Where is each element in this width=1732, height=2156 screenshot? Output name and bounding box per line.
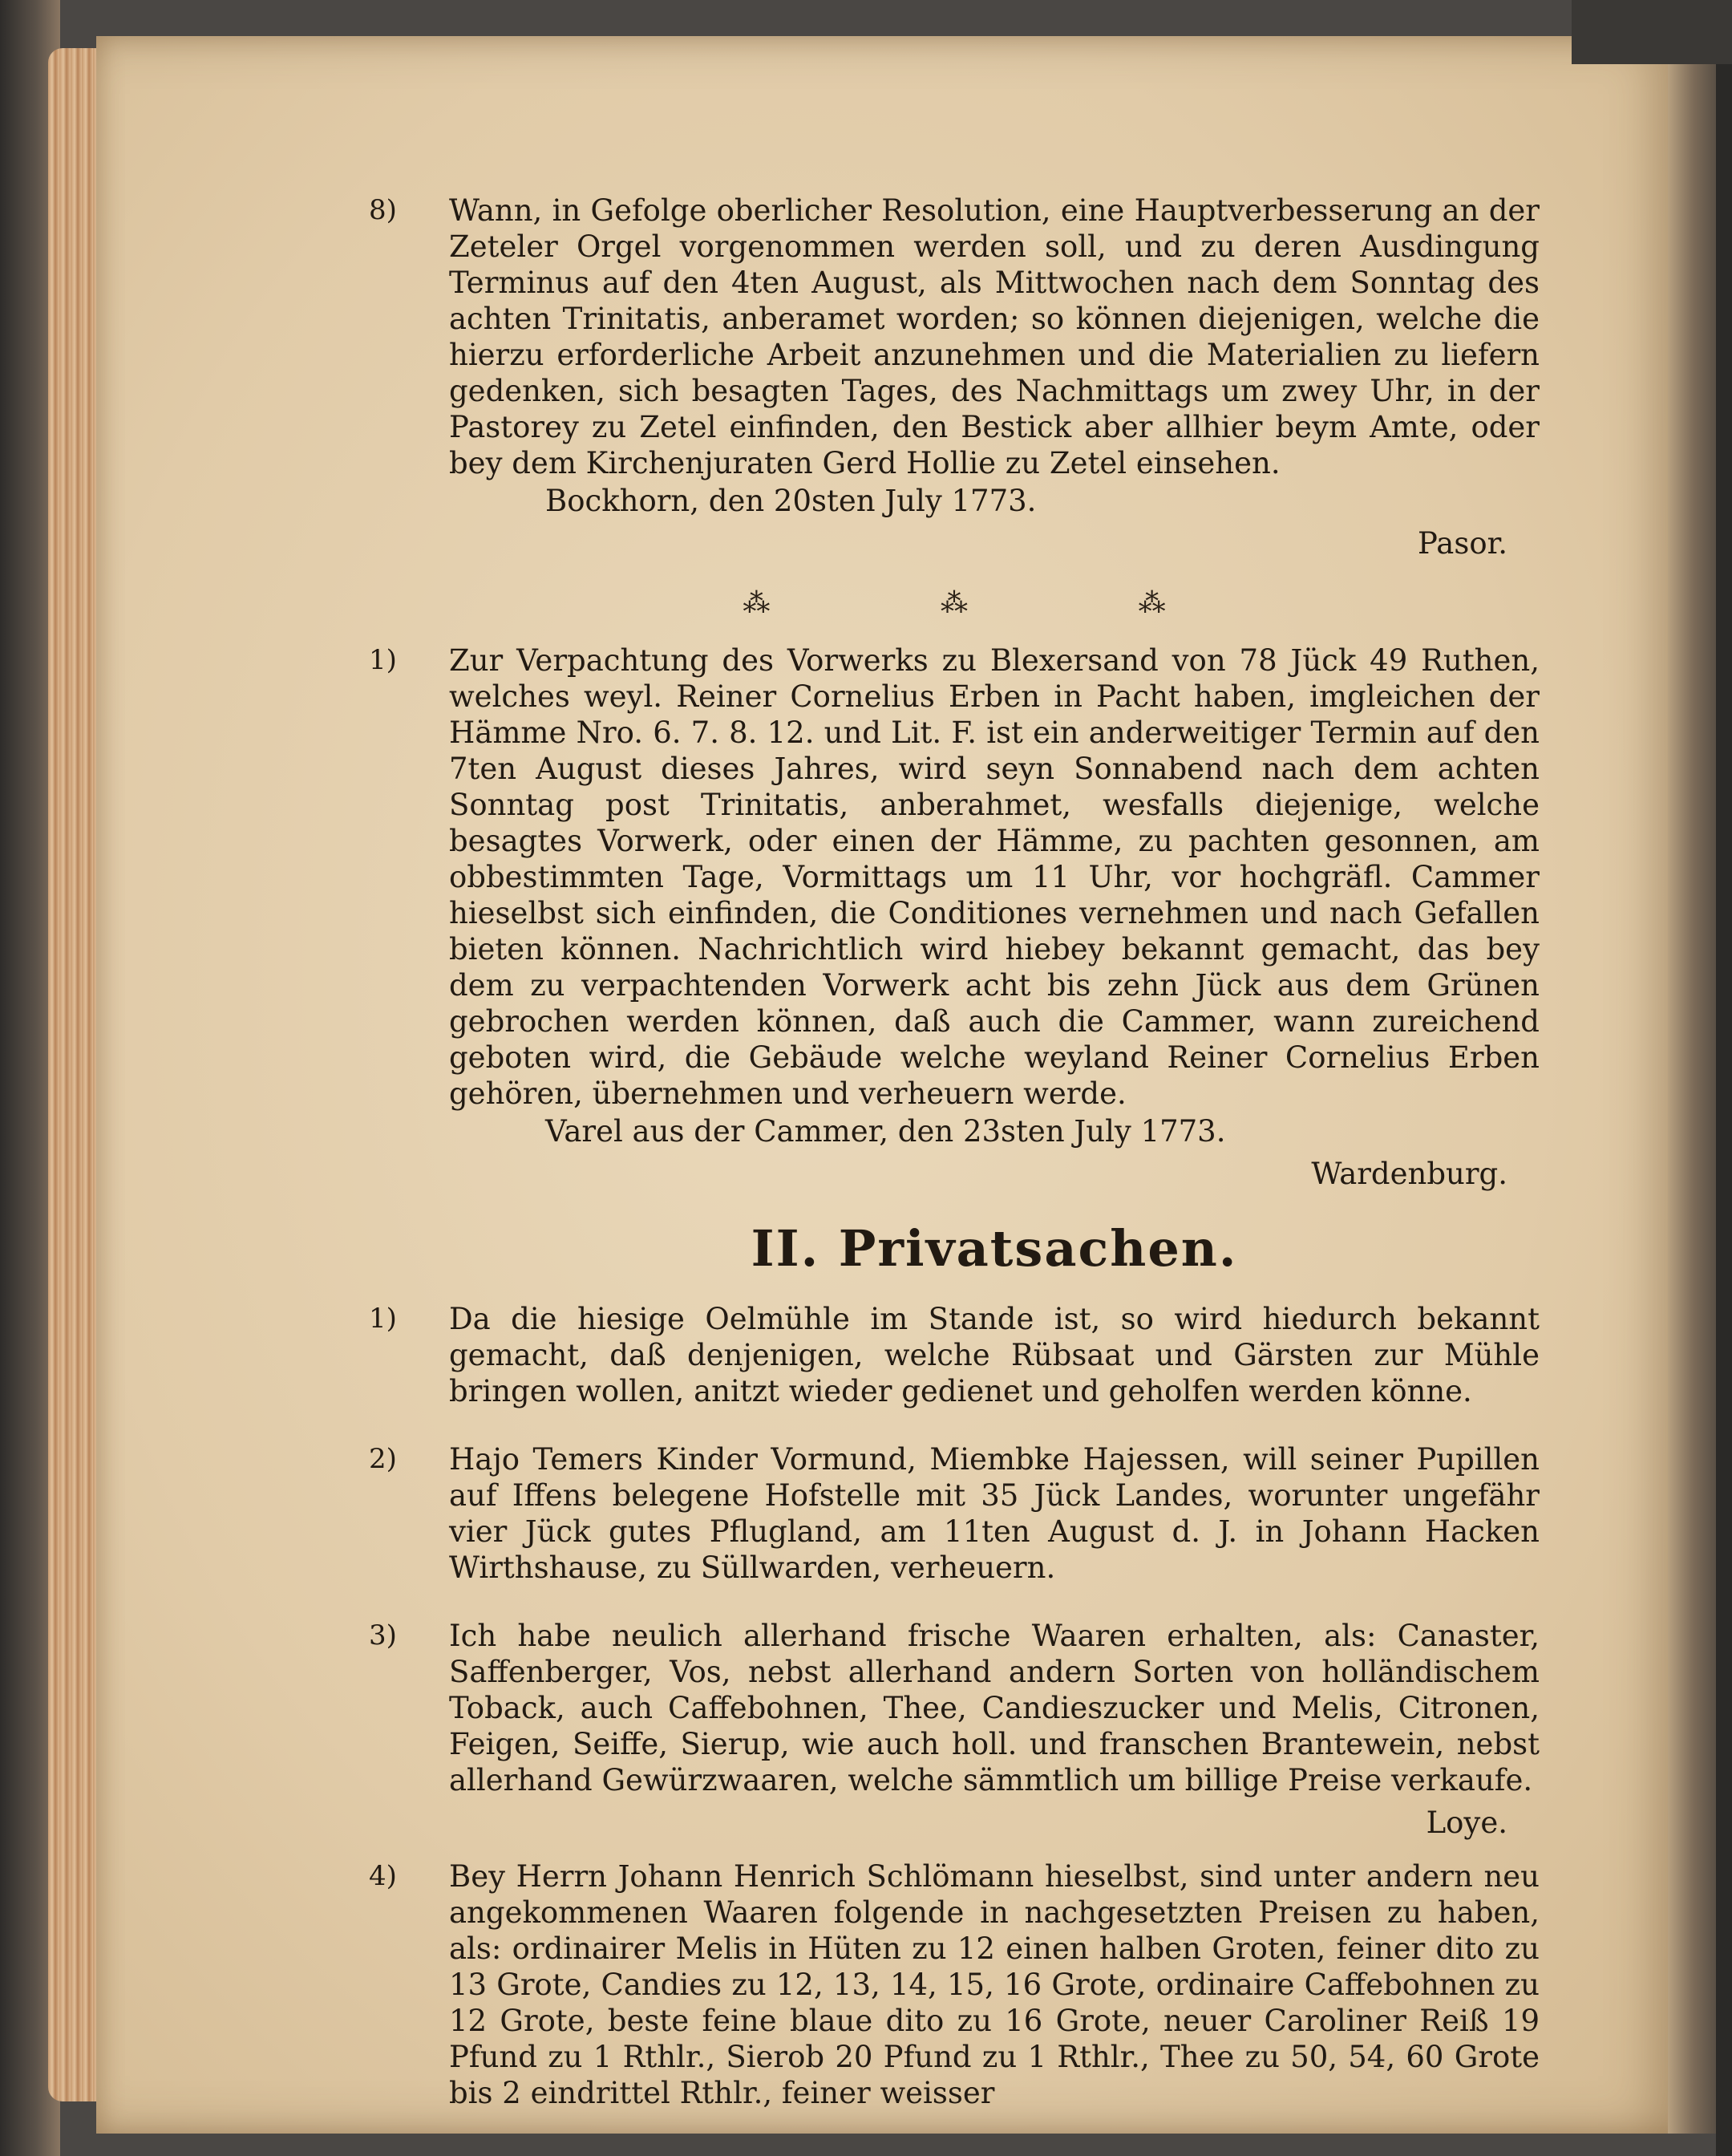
entry-number: 1) xyxy=(369,644,397,676)
entry-number: 4) xyxy=(369,1860,397,1892)
private-entry-4 xyxy=(369,1858,1540,2111)
corner-shadow xyxy=(1572,0,1732,64)
entry-dateline: Bockhorn, den 20sten July 1773. xyxy=(545,484,1037,518)
entry-number: 3) xyxy=(369,1619,397,1651)
entry-number: 8) xyxy=(369,194,397,226)
entry-dateline: Varel aus der Cammer, den 23sten July 1773. xyxy=(545,1114,1226,1149)
ornament-icon: ⁂ xyxy=(1138,587,1166,619)
entry-signature: Wardenburg. xyxy=(1311,1157,1507,1191)
private-entry-2 xyxy=(369,1441,1540,1586)
entry-text: Zur Verpachtung des Vorwerks zu Blexersand von 78 Jück 49 Ruthen, welches weyl. Reiner Cornelius Erben in Pacht haben, imgleichen der Hämme Nro. 6. 7. 8. 12. und Lit. F. ist ein anderweitiger Termin auf den 7ten August dieses Jahres, wird seyn Sonnabend nach dem achten Sonntag post Trinitatis, anberahmet, wesfalls diejenige, welche besagtes Vorwerk, oder einen der Hämme, zu pachten gesonnen, am obbestimmten Tage, Vormittags um 11 Uhr, vor hochgräfl. Cammer hieselbst sich einfinden, die Conditiones vernehmen und nach Gefallen bieten können. Nachrichtlich wird hiebey bekannt gemacht, das bey dem zu verpachtenden Vorwerk acht bis zehn Jück aus dem Grünen gebrochen werden können, daß auch die Cammer, wann zureichend geboten wird, die Gebäude welche weyland Reiner Cornelius Erben gehören, übernehmen und verheuern werde. xyxy=(449,643,1540,1111)
entry-text: Da die hiesige Oelmühle im Stande ist, so wird hiedurch bekannt gemacht, daß denjenigen, welche Rübsaat und Gärsten zur Mühle bringen wollen, anitzt wieder gedienet und geholfen werden könne. xyxy=(449,1302,1540,1408)
entry-text: Hajo Temers Kinder Vormund, Miembke Hajessen, will seiner Pupillen auf Iffens belegene Hofstelle mit 35 Jück Landes, worunter ungefähr vier Jück gutes Pflugland, am 11ten August d. J. in Johann Hacken Wirthshause, zu Süllwarden, verheuern. xyxy=(449,1442,1540,1585)
notice-entry-1 xyxy=(369,642,1540,1192)
entry-signature: Loye. xyxy=(1426,1805,1507,1840)
entry-number: 2) xyxy=(369,1443,397,1475)
entry-number: 1) xyxy=(369,1303,397,1335)
page-content xyxy=(369,192,1540,2111)
ornament-icon: ⁂ xyxy=(940,587,968,619)
section-title: II. Privatsachen. xyxy=(751,1219,1238,1278)
right-edge-shadow xyxy=(1716,0,1732,2156)
ornament-icon: ⁂ xyxy=(743,587,771,619)
entry-text: Ich habe neulich allerhand frische Waaren erhalten, als: Canaster, Saffenberger, Vos, nebst allerhand andern Sorten von holländischem Toback, auch Caffebohnen, Thee, Candieszucker und Melis, Citronen, Feigen, Seiffe, Sierup, wie auch holl. und franschen Brantewein, nebst allerhand Gewürzwaaren, welche sämmtlich um billige Preise verkaufe. xyxy=(449,1619,1540,1797)
ornament-divider xyxy=(658,586,1251,622)
entry-signature: Pasor. xyxy=(1418,526,1507,561)
private-entry-1 xyxy=(369,1301,1540,1409)
entry-text: Wann, in Gefolge oberlicher Resolution, eine Hauptverbesserung an der Zeteler Orgel vorgenommen werden soll, und zu deren Ausdingung Terminus auf den 4ten August, als Mittwochen nach dem Sonntag des achten Trinitatis, anberamet worden; so können diejenigen, welche die hierzu erforderliche Arbeit anzunehmen und die Materialien zu liefern gedenken, sich besagten Tages, des Nachmittags um zwey Uhr, in der Pastorey zu Zetel einfinden, den Bestick aber allhier beym Amte, oder bey dem Kirchenjuraten Gerd Hollie zu Zetel einsehen. xyxy=(449,193,1540,480)
entry-text: Bey Herrn Johann Henrich Schlömann hieselbst, sind unter andern neu angekommenen Waaren folgende in nachgesetzten Preisen zu haben, als: ordinairer Melis in Hüten zu 12 einen halben Groten, feiner dito zu 13 Grote, Candies zu 12, 13, 14, 15, 16 Grote, ordinaire Caffebohnen zu 12 Grote, beste feine blaue dito zu 16 Grote, neuer Caroliner Reiß 19 Pfund zu 1 Rthlr., Sierob 20 Pfund zu 1 Rthlr., Thee zu 50, 54, 60 Grote bis 2 eindrittel Rthlr., feiner weisser xyxy=(449,1859,1540,2110)
notice-entry-8 xyxy=(369,192,1540,561)
private-entry-3 xyxy=(369,1618,1540,1841)
